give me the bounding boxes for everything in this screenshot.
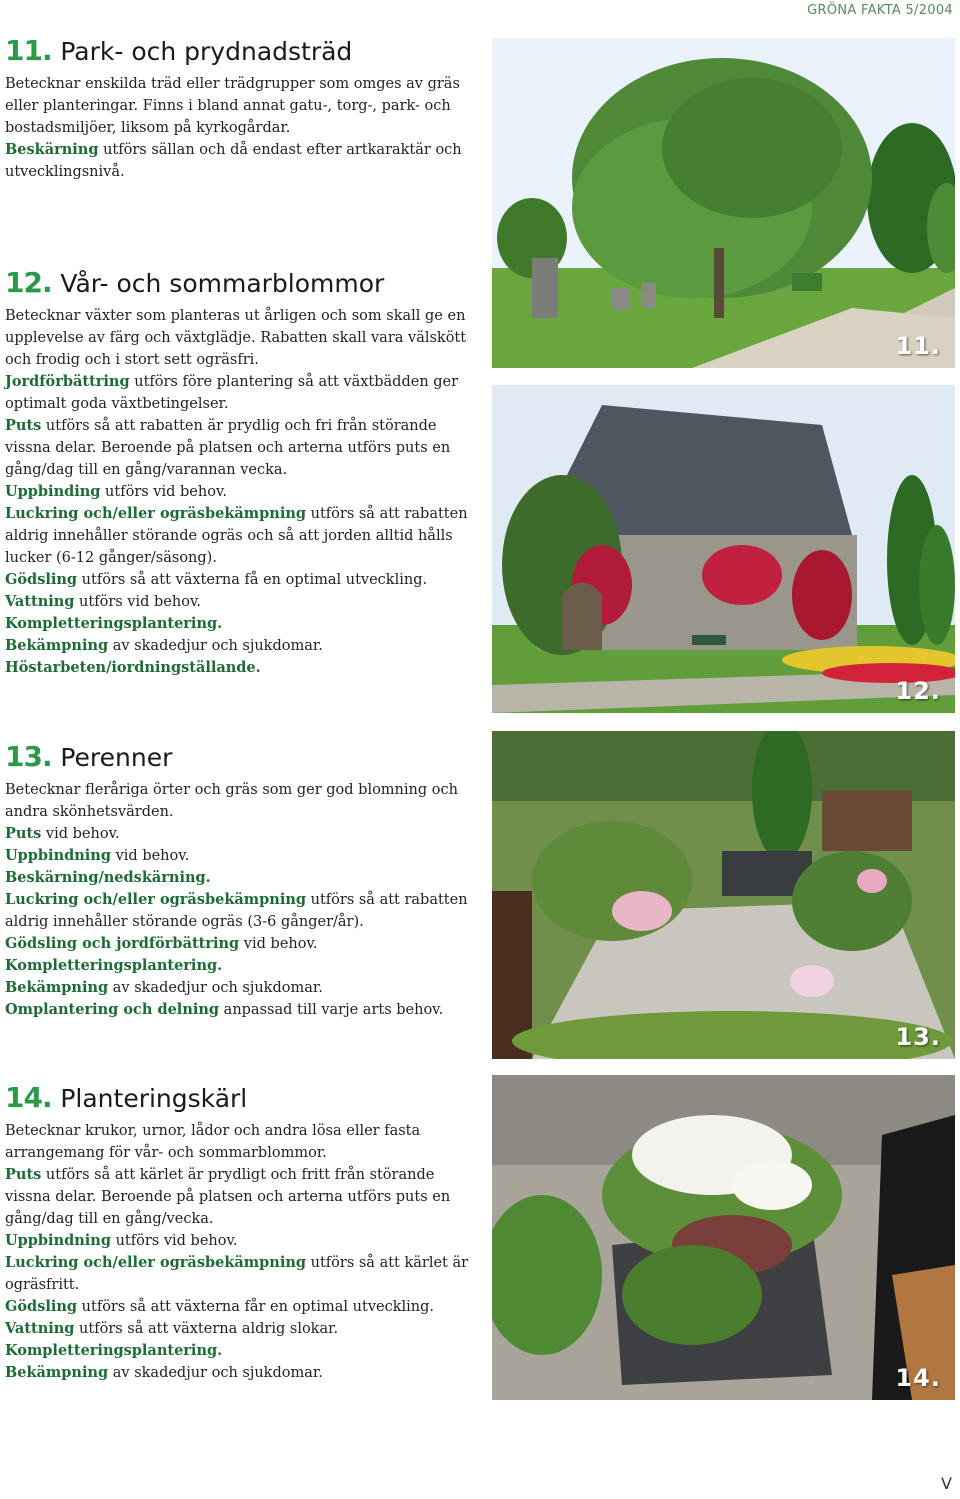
bold-term: Luckring och/eller ogräsbekämpning xyxy=(5,1254,307,1271)
section-number: 12. xyxy=(5,266,52,299)
text-segment: anpassad till varje arts behov. xyxy=(219,1002,444,1018)
section-body xyxy=(5,779,475,1021)
paragraph xyxy=(5,1318,475,1340)
paragraph xyxy=(5,1252,475,1296)
section-12 xyxy=(5,268,475,679)
bold-term: Beskärning/nedskärning. xyxy=(5,869,211,886)
text-segment: utförs så att rabatten aldrig innehåller störande ogräs och så att jorden alltid hålls lucker (6-12 gånger/säsong). xyxy=(5,506,468,566)
bold-term: Omplantering och delning xyxy=(5,1001,220,1018)
paragraph xyxy=(5,139,475,183)
section-heading xyxy=(5,742,475,773)
text-segment: av skadedjur och sjukdomar. xyxy=(108,638,323,654)
bold-term: Gödsling xyxy=(5,571,78,588)
text-segment: utförs före plantering så att växtbädden ger optimalt goda växtbetingelser. xyxy=(5,374,459,412)
bold-term: Bekämpning xyxy=(5,979,109,996)
text-segment: Betecknar krukor, urnor, lådor och andra lösa eller fasta arrangemang för vår- och sommarblommor. xyxy=(5,1123,421,1161)
bold-term: Vattning xyxy=(5,1320,75,1337)
bold-term: Uppbindning xyxy=(5,847,111,864)
weeping-birch-photo-icon xyxy=(492,38,955,368)
bold-term: Höstarbeten/iordningställande. xyxy=(5,659,261,676)
text-segment: utförs vid behov. xyxy=(74,594,202,610)
text-segment: Betecknar fleråriga örter och gräs som ger god blomning och andra skönhetsvärden. xyxy=(5,782,458,820)
section-title: Perenner xyxy=(60,743,173,772)
section-title: Park- och prydnadsträd xyxy=(60,37,353,66)
section-body xyxy=(5,1120,475,1384)
paragraph xyxy=(5,371,475,415)
paragraph xyxy=(5,635,475,657)
bold-term: Uppbinding xyxy=(5,483,101,500)
paragraph xyxy=(5,933,475,955)
page-header: GRÖNA FAKTA 5/2004 xyxy=(807,3,953,18)
section-number: 11. xyxy=(5,34,52,67)
section-heading xyxy=(5,36,475,67)
text-segment: Betecknar växter som planteras ut årligen och som skall ge en upplevelse av färg och växtglädje. Rabatten skall vara välskött och frodig och i stort sett ogräsfri. xyxy=(5,308,467,368)
bold-term: Kompletteringsplantering. xyxy=(5,1342,223,1359)
paragraph xyxy=(5,1120,475,1164)
text-segment: vid behov. xyxy=(41,826,120,842)
bold-term: Jordförbättring xyxy=(5,373,130,390)
text-segment: utförs så att växterna få en optimal utveckling. xyxy=(77,572,428,588)
text-segment: vid behov. xyxy=(239,936,318,952)
text-segment: utförs så att växterna får en optimal utveckling. xyxy=(77,1299,435,1315)
photo-label: 12. xyxy=(895,677,941,705)
text-segment: av skadedjur och sjukdomar. xyxy=(108,980,323,996)
paragraph xyxy=(5,1362,475,1384)
text-segment: utförs vid behov. xyxy=(110,1233,238,1249)
paragraph xyxy=(5,481,475,503)
text-segment: vid behov. xyxy=(110,848,190,864)
photo-11 xyxy=(492,38,955,368)
paragraph xyxy=(5,1230,475,1252)
text-segment: Betecknar enskilda träd eller trädgrupper som omges av gräs eller planteringar. Finns i bland annat gatu-, torg-, park- och bostadsmiljöer, liksom på kyrkogårdar. xyxy=(5,76,460,136)
paragraph xyxy=(5,867,475,889)
bold-term: Uppbindning xyxy=(5,1232,111,1249)
page-number: V xyxy=(941,1474,952,1493)
photo-label: 11. xyxy=(895,332,941,360)
paragraph xyxy=(5,1164,475,1230)
paragraph xyxy=(5,977,475,999)
paragraph xyxy=(5,305,475,371)
paragraph xyxy=(5,955,475,977)
text-segment: utförs så att växterna aldrig slokar. xyxy=(74,1321,339,1337)
section-title: Planteringskärl xyxy=(60,1084,248,1113)
paragraph xyxy=(5,73,475,139)
text-segment: utförs vid behov. xyxy=(100,484,228,500)
bold-term: Puts xyxy=(5,1166,42,1183)
paragraph xyxy=(5,889,475,933)
paragraph xyxy=(5,1296,475,1318)
text-segment: utförs så att rabatten aldrig innehåller störande ogräs (3-6 gånger/år). xyxy=(5,892,468,930)
bold-term: Kompletteringsplantering. xyxy=(5,957,223,974)
section-heading xyxy=(5,1083,475,1114)
bold-term: Beskärning xyxy=(5,141,99,158)
section-number: 13. xyxy=(5,740,52,773)
section-number: 14. xyxy=(5,1081,52,1114)
photo-label: 14. xyxy=(895,1364,941,1392)
paragraph xyxy=(5,415,475,481)
section-heading xyxy=(5,268,475,299)
paragraph xyxy=(5,823,475,845)
bold-term: Luckring och/eller ogräsbekämpning xyxy=(5,891,307,908)
photo-12 xyxy=(492,385,955,713)
bold-term: Luckring och/eller ogräsbekämpning xyxy=(5,505,307,522)
paragraph xyxy=(5,591,475,613)
text-segment: av skadedjur och sjukdomar. xyxy=(108,1365,323,1381)
paragraph xyxy=(5,613,475,635)
text-segment: utförs så att kärlet är ogräsfritt. xyxy=(5,1255,469,1293)
bold-term: Bekämpning xyxy=(5,1364,109,1381)
section-13 xyxy=(5,742,475,1021)
text-segment: utförs så att kärlet är prydligt och fritt från störande vissna delar. Beroende på platsen och arterna utförs puts en gång/dag till en gång/vecka. xyxy=(5,1167,451,1227)
section-body xyxy=(5,73,475,183)
planter-flowers-photo-icon xyxy=(492,1075,955,1400)
text-segment: utförs så att rabatten är prydlig och fri från störande vissna delar. Beroende på platsen och arterna utförs puts en gång/dag till en gång/varannan vecka. xyxy=(5,418,451,478)
bold-term: Kompletteringsplantering. xyxy=(5,615,223,632)
section-body xyxy=(5,305,475,679)
bold-term: Puts xyxy=(5,825,42,842)
bold-term: Bekämpning xyxy=(5,637,109,654)
bold-term: Puts xyxy=(5,417,42,434)
paragraph xyxy=(5,657,475,679)
section-title: Vår- och sommarblommor xyxy=(60,269,385,298)
bold-term: Vattning xyxy=(5,593,75,610)
bold-term: Gödsling och jordförbättring xyxy=(5,935,240,952)
photo-14 xyxy=(492,1075,955,1400)
text-segment: utförs sällan och då endast efter artkaraktär och utvecklingsnivå. xyxy=(5,142,462,180)
section-11 xyxy=(5,36,475,183)
photo-label: 13. xyxy=(895,1023,941,1051)
paragraph xyxy=(5,569,475,591)
photo-13 xyxy=(492,731,955,1059)
section-14 xyxy=(5,1083,475,1384)
bold-term: Gödsling xyxy=(5,1298,78,1315)
paragraph xyxy=(5,503,475,569)
paragraph xyxy=(5,1340,475,1362)
perennial-garden-photo-icon xyxy=(492,731,955,1059)
chapel-flowerbed-photo-icon xyxy=(492,385,955,713)
paragraph xyxy=(5,845,475,867)
paragraph xyxy=(5,779,475,823)
paragraph xyxy=(5,999,475,1021)
